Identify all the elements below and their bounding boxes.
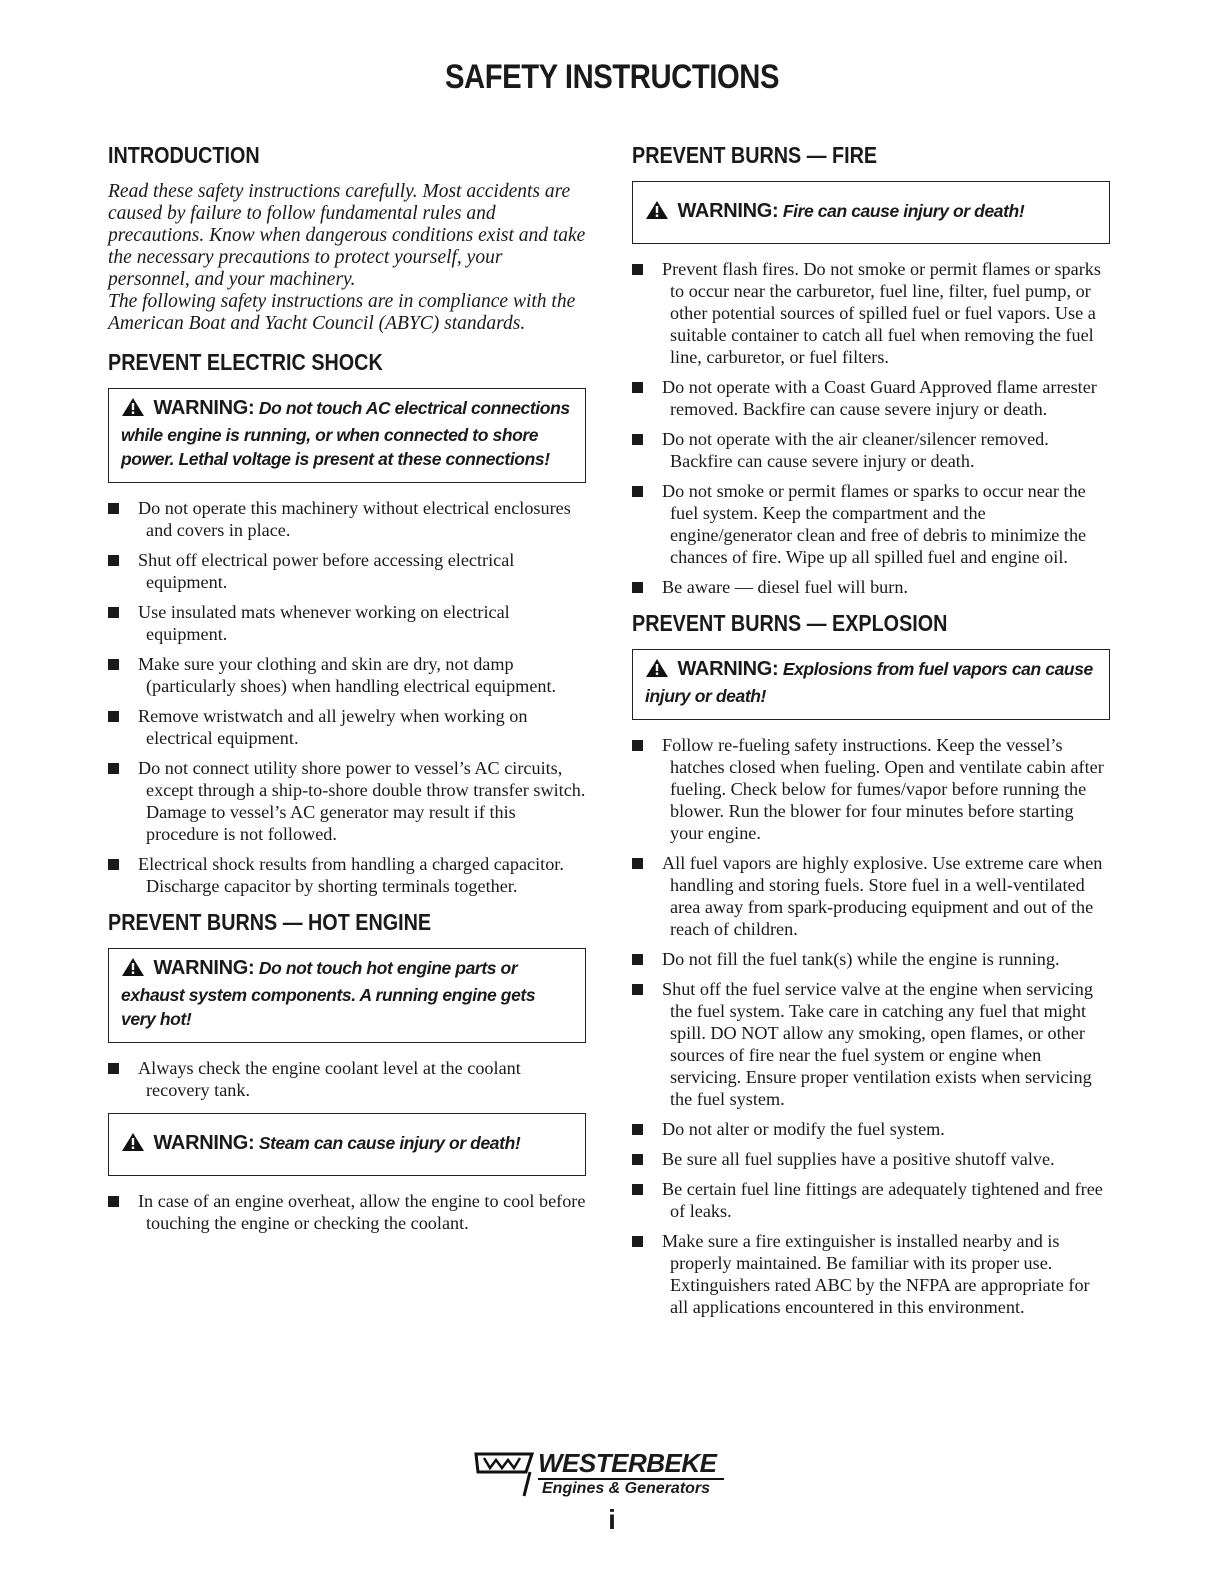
introduction-text: [108, 181, 586, 335]
steam-list: [108, 1190, 586, 1234]
warning-text: Do not touch AC electrical connections while engine is running, or when connected to shore power. Lethal voltage is present at these connections!: [121, 398, 570, 469]
warning-box-hot-engine: [108, 948, 586, 1043]
list-item: Remove wristwatch and all jewelry when working on electrical equipment.: [108, 705, 586, 749]
warning-label: WARNING:: [677, 658, 779, 680]
bullet-square-icon: [632, 1124, 643, 1135]
hot-engine-list: [108, 1057, 586, 1101]
warning-text: Do not touch hot engine parts or exhaust system components. A running engine gets very hot!: [121, 958, 536, 1029]
warning-box-steam: [108, 1113, 586, 1176]
list-item: Use insulated mats whenever working on electrical equipment.: [108, 601, 586, 645]
warning-triangle-icon: [121, 1132, 145, 1159]
warning-text: Steam can cause injury or death!: [258, 1133, 521, 1153]
bullet-square-icon: [108, 859, 119, 870]
heading-introduction: INTRODUCTION: [108, 142, 260, 168]
bullet-square-icon: [632, 382, 643, 393]
heading-hot-engine: PREVENT BURNS — HOT ENGINE: [108, 909, 432, 935]
brand-name: WESTERBEKE: [538, 1448, 724, 1480]
westerbeke-logo: [470, 1448, 740, 1508]
heading-electric-shock: PREVENT ELECTRIC SHOCK: [108, 349, 383, 375]
bullet-square-icon: [108, 555, 119, 566]
page-number: i: [608, 1504, 616, 1535]
bullet-square-icon: [632, 1154, 643, 1165]
westerbeke-mark-icon: [470, 1448, 536, 1498]
electric-shock-list: [108, 497, 586, 897]
warning-box-explosion: [632, 649, 1110, 720]
list-item: Do not operate with a Coast Guard Approved flame arrester removed. Backfire can cause severe injury or death.: [632, 376, 1110, 420]
bullet-square-icon: [108, 1196, 119, 1207]
list-item: Do not operate with the air cleaner/silencer removed. Backfire can cause severe injury or death.: [632, 428, 1110, 472]
list-item: Make sure your clothing and skin are dry, not damp (particularly shoes) when handling electrical equipment.: [108, 653, 586, 697]
bullet-square-icon: [632, 1184, 643, 1195]
warning-triangle-icon: [121, 397, 145, 424]
list-item: Follow re-fueling safety instructions. Keep the vessel’s hatches closed when fueling. Open and ventilate cabin after fueling. Check below for fumes/vapor before running the blower. Run the blower for four minutes before starting your engine.: [632, 734, 1110, 844]
list-item: Do not operate this machinery without electrical enclosures and covers in place.: [108, 497, 586, 541]
bullet-square-icon: [108, 607, 119, 618]
warning-box-electric-shock: [108, 388, 586, 483]
bullet-square-icon: [632, 486, 643, 497]
list-item: Be aware — diesel fuel will burn.: [632, 576, 1110, 598]
list-item: Do not alter or modify the fuel system.: [632, 1118, 1110, 1140]
bullet-square-icon: [632, 740, 643, 751]
bullet-square-icon: [108, 503, 119, 514]
bullet-square-icon: [108, 763, 119, 774]
bullet-square-icon: [108, 1063, 119, 1074]
bullet-square-icon: [632, 582, 643, 593]
heading-fire: PREVENT BURNS — FIRE: [632, 142, 878, 168]
fire-list: [632, 258, 1110, 598]
page-title: SAFETY INSTRUCTIONS: [444, 58, 780, 96]
list-item: Electrical shock results from handling a charged capacitor. Discharge capacitor by shorting terminals together.: [108, 853, 586, 897]
list-item: Make sure a fire extinguisher is installed nearby and is properly maintained. Be familiar with its proper use. Extinguishers rated ABC by the NFPA are appropriate for all applications encountered in this environment.: [632, 1230, 1110, 1318]
list-item: Do not fill the fuel tank(s) while the engine is running.: [632, 948, 1110, 970]
list-item: Prevent flash fires. Do not smoke or permit flames or sparks to occur near the carburetor, fuel line, filter, fuel pump, or other potential sources of spilled fuel or fuel vapors. Use a suitable container to catch all fuel when removing the fuel line, carburetor, or fuel filters.: [632, 258, 1110, 368]
brand-tagline: Engines & Generators: [542, 1480, 711, 1497]
list-item: Shut off electrical power before accessing electrical equipment.: [108, 549, 586, 593]
left-column: [108, 142, 586, 1246]
bullet-square-icon: [632, 858, 643, 869]
list-item: Shut off the fuel service valve at the engine when servicing the fuel system. Take care in catching any fuel that might spill. DO NOT allow any smoking, open flames, or other sources of fire near the fuel system or engine when servicing. Ensure proper ventilation exists when servicing the fuel system.: [632, 978, 1110, 1110]
list-item: Always check the engine coolant level at the coolant recovery tank.: [108, 1057, 586, 1101]
intro-paragraph: Read these safety instructions carefully. Most accidents are caused by failure to follow fundamental rules and precautions. Know when dangerous conditions exist and take the necessary precautions to protect yourself, your personnel, and your machinery.: [108, 181, 586, 290]
list-item: Do not connect utility shore power to vessel’s AC circuits, except through a ship-to-shore double throw transfer switch. Damage to vessel’s AC generator may result if this procedure is not followed.: [108, 757, 586, 845]
list-item: Be sure all fuel supplies have a positive shutoff valve.: [632, 1148, 1110, 1170]
warning-triangle-icon: [121, 957, 145, 984]
right-column: [632, 142, 1110, 1330]
list-item: In case of an engine overheat, allow the engine to cool before touching the engine or checking the coolant.: [108, 1190, 586, 1234]
list-item: Be certain fuel line fittings are adequately tightened and free of leaks.: [632, 1178, 1110, 1222]
bullet-square-icon: [108, 659, 119, 670]
warning-text: Explosions from fuel vapors can cause injury or death!: [645, 659, 1093, 706]
warning-label: WARNING:: [153, 957, 255, 979]
warning-triangle-icon: [645, 200, 669, 227]
heading-explosion: PREVENT BURNS — EXPLOSION: [632, 610, 948, 636]
bullet-square-icon: [632, 434, 643, 445]
bullet-square-icon: [632, 984, 643, 995]
bullet-square-icon: [632, 1236, 643, 1247]
list-item: All fuel vapors are highly explosive. Use extreme care when handling and storing fuels. Store fuel in a well-ventilated area away from spark-producing equipment and out of the reach of children.: [632, 852, 1110, 940]
bullet-square-icon: [632, 264, 643, 275]
explosion-list: [632, 734, 1110, 1318]
warning-label: WARNING:: [677, 200, 779, 222]
warning-text: Fire can cause injury or death!: [782, 201, 1025, 221]
warning-label: WARNING:: [153, 1132, 255, 1154]
warning-triangle-icon: [645, 658, 669, 685]
intro-abyc-paragraph: The following safety instructions are in compliance with the American Boat and Yacht Council (ABYC) standards.: [108, 291, 576, 334]
list-item: Do not smoke or permit flames or sparks to occur near the fuel system. Keep the compartment and the engine/generator clean and free of debris to minimize the chances of fire. Wipe up all spilled fuel and engine oil.: [632, 480, 1110, 568]
bullet-square-icon: [632, 954, 643, 965]
warning-box-fire: [632, 181, 1110, 244]
warning-label: WARNING:: [153, 397, 255, 419]
bullet-square-icon: [108, 711, 119, 722]
